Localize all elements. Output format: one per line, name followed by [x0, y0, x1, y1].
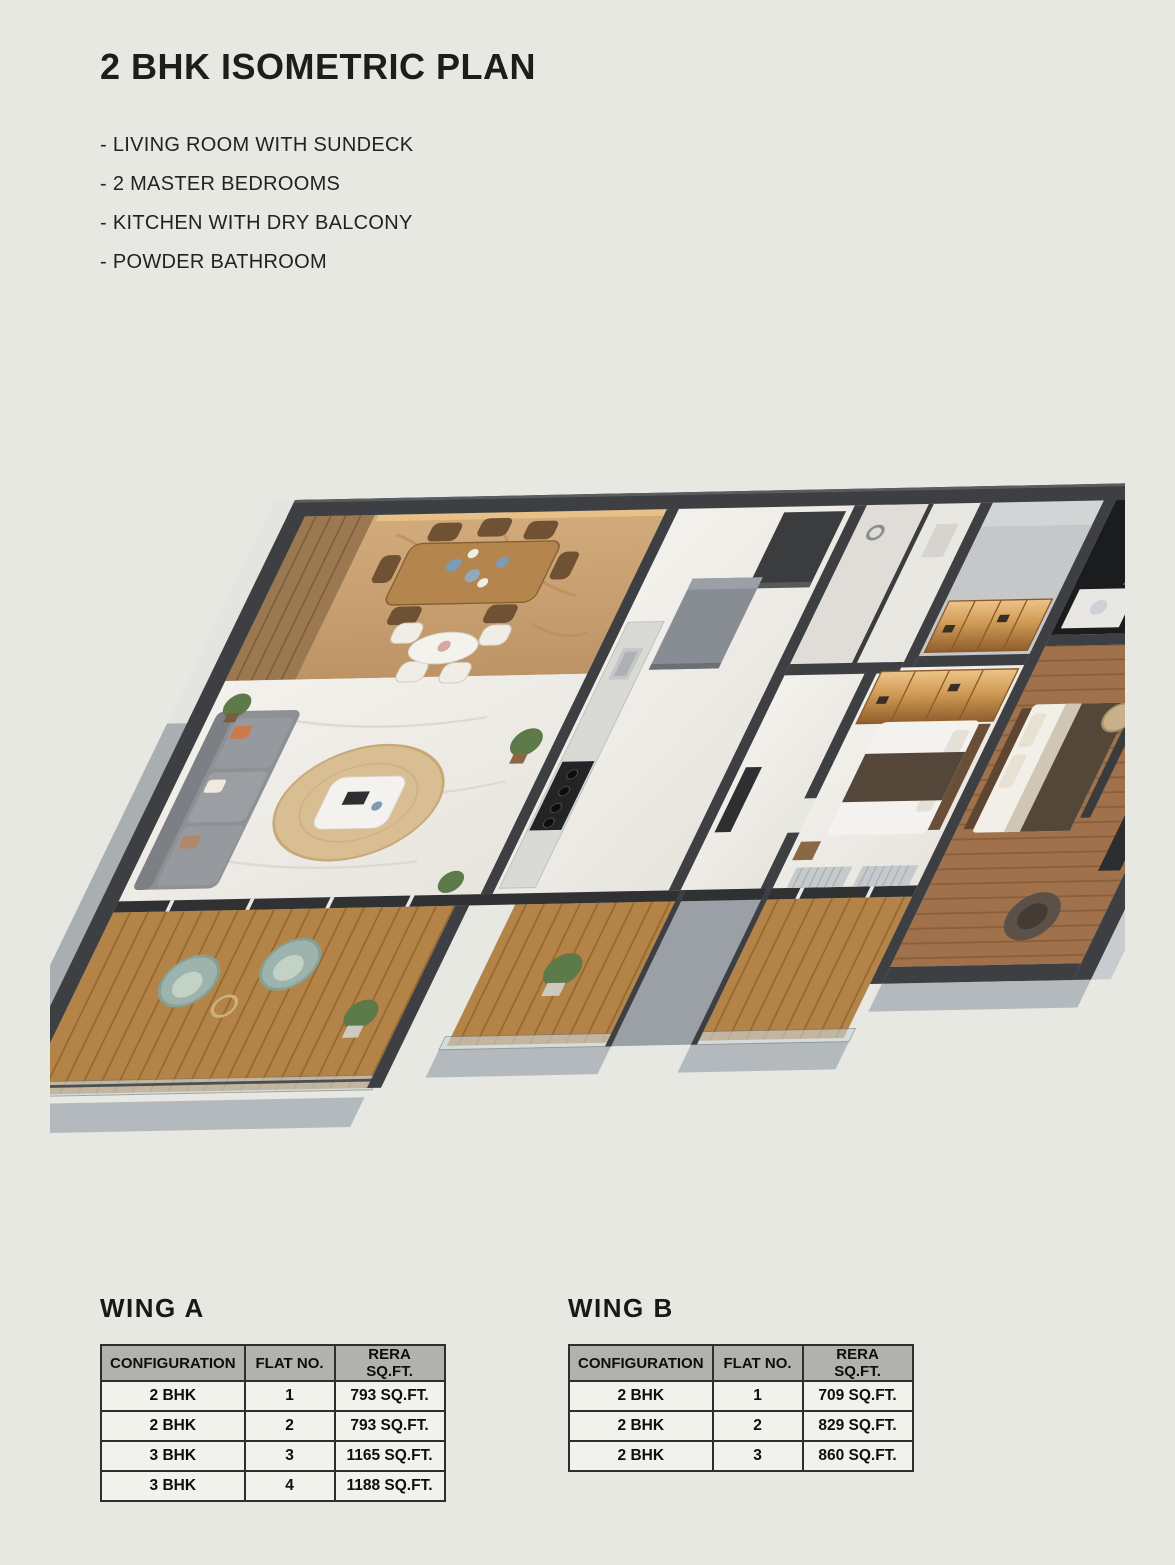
table-cell: 860 SQ.FT. [803, 1441, 913, 1471]
table-cell: 2 BHK [569, 1411, 713, 1441]
wing-b-title: WING B [568, 1293, 674, 1323]
feature-item: - 2 MASTER BEDROOMS [100, 173, 341, 195]
column-header: RERA SQ.FT. [803, 1345, 913, 1381]
table-row [101, 1411, 445, 1441]
feature-list [100, 126, 413, 282]
table-cell: 1188 SQ.FT. [335, 1471, 445, 1501]
table-row [569, 1441, 913, 1471]
table-header-row [101, 1345, 445, 1381]
wing-b-section [568, 1293, 914, 1472]
table-cell: 793 SQ.FT. [335, 1411, 445, 1441]
sundeck-floor [50, 906, 455, 1095]
page-title: 2 BHK ISOMETRIC PLAN [100, 46, 537, 87]
table-cell: 1165 SQ.FT. [335, 1441, 445, 1471]
feature-item: - LIVING ROOM WITH SUNDECK [100, 134, 414, 156]
table-cell: 709 SQ.FT. [803, 1381, 913, 1411]
table-row [101, 1471, 445, 1501]
table-cell: 793 SQ.FT. [335, 1381, 445, 1411]
wing-a-table [100, 1344, 446, 1502]
table-cell: 829 SQ.FT. [803, 1411, 913, 1441]
isometric-floor-plan [50, 468, 1125, 1208]
table-cell: 3 [245, 1441, 335, 1471]
table-row [101, 1381, 445, 1411]
floor-plan-container [50, 468, 1125, 1208]
column-header: CONFIGURATION [101, 1345, 245, 1381]
table-cell: 2 [713, 1411, 803, 1441]
table-cell: 2 BHK [101, 1381, 245, 1411]
column-header: CONFIGURATION [569, 1345, 713, 1381]
feature-item: - POWDER BATHROOM [100, 251, 327, 273]
column-header: FLAT NO. [713, 1345, 803, 1381]
table-cell: 2 BHK [569, 1381, 713, 1411]
table-cell: 4 [245, 1471, 335, 1501]
table-cell: 3 BHK [101, 1441, 245, 1471]
table-cell: 1 [713, 1381, 803, 1411]
table-row [569, 1381, 913, 1411]
table-header-row [569, 1345, 913, 1381]
table-row [101, 1441, 445, 1471]
table-cell: 3 BHK [101, 1471, 245, 1501]
wing-b-table [568, 1344, 914, 1472]
wing-a-title: WING A [100, 1293, 205, 1323]
table-cell: 3 [713, 1441, 803, 1471]
table-cell: 2 BHK [101, 1411, 245, 1441]
table-cell: 2 BHK [569, 1441, 713, 1471]
table-cell: 2 [245, 1411, 335, 1441]
wing-a-section [100, 1293, 446, 1502]
table-row [569, 1411, 913, 1441]
feature-item: - KITCHEN WITH DRY BALCONY [100, 212, 413, 234]
table-cell: 1 [245, 1381, 335, 1411]
column-header: FLAT NO. [245, 1345, 335, 1381]
column-header: RERA SQ.FT. [335, 1345, 445, 1381]
